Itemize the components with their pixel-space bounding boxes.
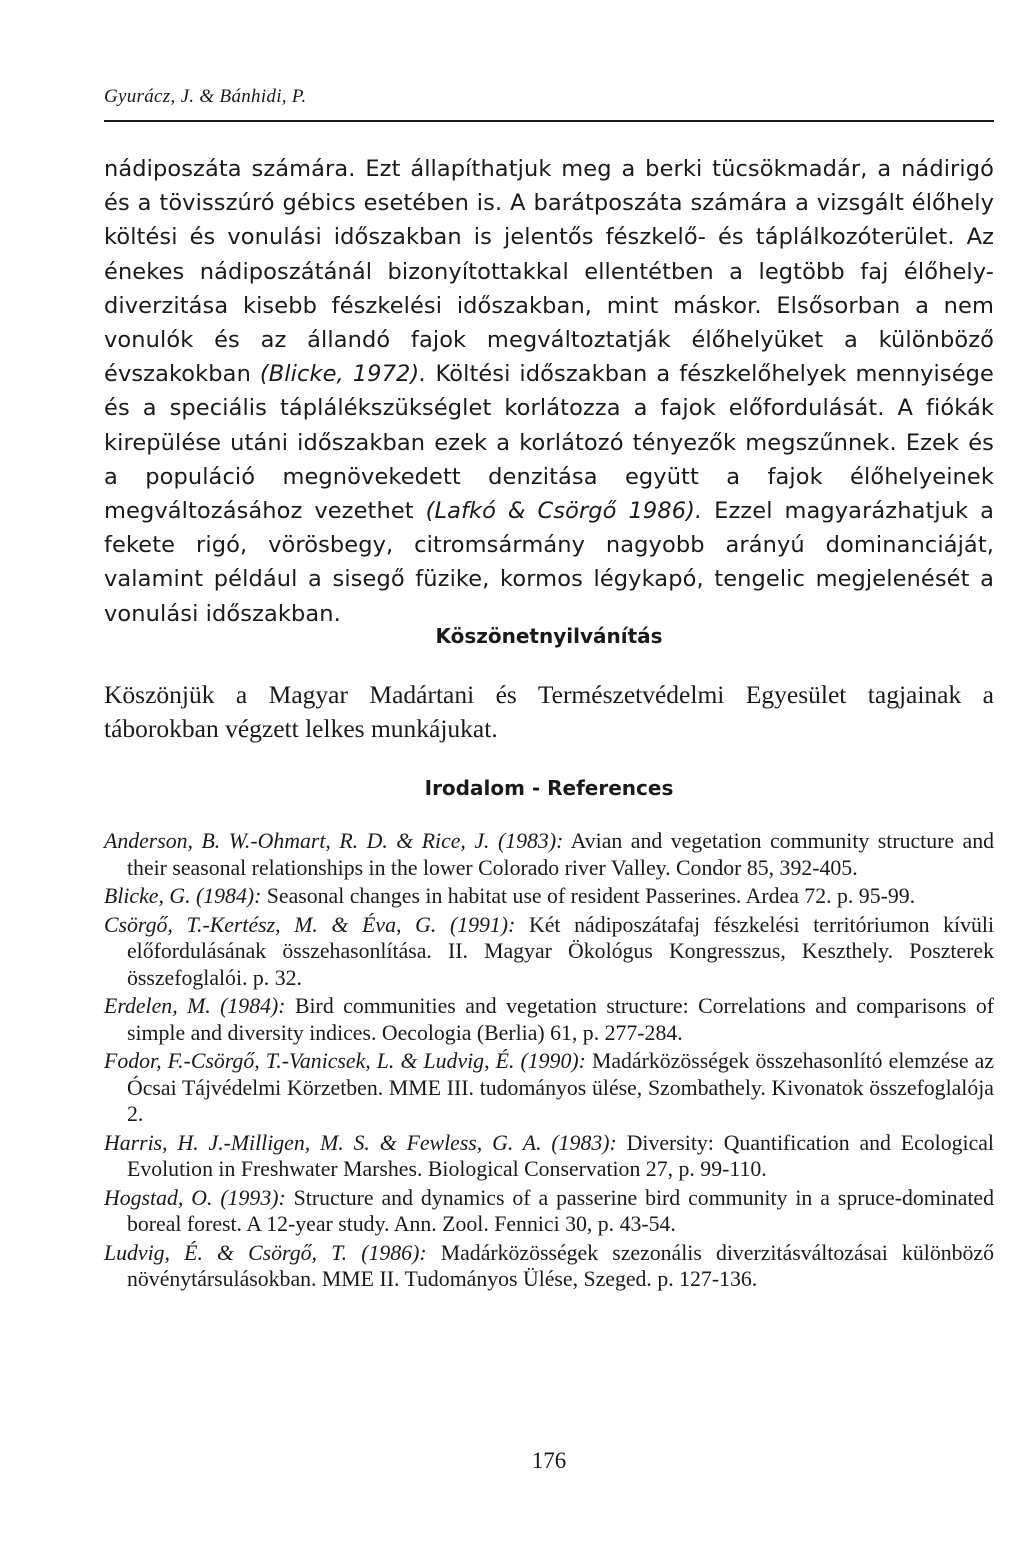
page-number: 176 [531, 1448, 567, 1473]
reference-item [104, 1130, 994, 1183]
reference-details: Diversity: Quantification and Ecological Evolution in Freshwater Marshes. Biological Conservation 27, p. 99-110. [127, 1130, 994, 1181]
reference-authors: Hogstad, O. (1993): [104, 1185, 286, 1210]
inline-citation-lafko: (Lafkó & Csörgő 1986). [425, 498, 703, 525]
reference-item [104, 1240, 994, 1293]
reference-authors: Fodor, F.-Csörgő, T.-Vanicsek, L. & Ludvig, É. (1990): [104, 1049, 586, 1073]
acknowledgement-heading: Köszönetnyilvánítás [435, 624, 663, 648]
reference-authors: Anderson, B. W.-Ohmart, R. D. & Rice, J. (1983): [104, 829, 564, 853]
reference-details: Avian and vegetation community structure and their seasonal relationships in the lower Colorado river Valley. Condor 85, 392-405. [127, 829, 994, 880]
references-heading: Irodalom - References [424, 776, 674, 800]
body-text-part-1: nádiposzáta számára. Ezt állapíthatjuk meg a berki tücsökmadár, a nádirigó és a tövisszúró gébics esetében is. A barátposzáta számára a vizsgált élőhely költési és vonulási időszakban is jelentős fészkelő- és táplálkozóterület. Az énekes nádiposzátánál bizonyítottakkal ellentétben a legtöbb faj élőhely-diverzitása kisebb fészkelési időszakban, mint máskor. Elsősorban a nem vonulók és az állandó fajok megváltoztatják élőhelyüket a különböző évszakokban [104, 156, 994, 388]
reference-details: Madárközösségek összehasonlító elemzése az Ócsai Tájvédelmi Körzetben. MME III. tudományos ülése, Szombathely. Kivonatok összefoglalója 2. [127, 1049, 994, 1126]
reference-details: Madárközösségek szezonális diverzitásváltozásai különböző növénytársulásokban. MME II. Tudományos Ülése, Szeged. p. 127-136. [127, 1240, 994, 1291]
reference-item [104, 883, 994, 910]
reference-item [104, 993, 994, 1046]
reference-item [104, 1048, 994, 1128]
reference-list [104, 828, 994, 1295]
reference-details: Bird communities and vegetation structure: Correlations and comparisons of simple and diversity indices. Oecologia (Berlia) 61, p. 277-284. [127, 994, 994, 1045]
header-rule [104, 120, 994, 122]
body-paragraph [104, 152, 994, 631]
inline-citation-blicke: (Blicke, 1972). [259, 361, 427, 388]
body-text-part-3: Ezzel magyarázhatjuk a fekete rigó, vörösbegy, citromsármány nagyobb arányú dominanciáját, valamint például a sisegő füzike, kormos légykapó, tengelic megjelenését a vonulási időszakban. [104, 498, 995, 627]
reference-authors: Csörgő, T.-Kertész, M. & Éva, G. (1991): [104, 912, 516, 937]
reference-authors: Harris, H. J.-Milligen, M. S. & Fewless, G. A. (1983): [104, 1130, 617, 1155]
acknowledgement-text: Köszönjük a Magyar Madártani és Természetvédelmi Egyesület tagjainak a táborokban végzett lelkes munkájukat. [104, 680, 994, 743]
reference-authors: Ludvig, É. & Csörgő, T. (1986): [104, 1240, 427, 1265]
running-head: Gyurácz, J. & Bánhidi, P. [104, 86, 307, 107]
reference-details: Két nádiposzátafaj fészkelési territóriumon kívüli előfordulásának összehasonlítása. II. Magyar Ökológus Kongresszus, Keszthely. Poszterek összefoglalói. p. 32. [127, 912, 995, 990]
reference-item [104, 912, 994, 992]
body-text-part-2: Költési időszakban a fészkelőhelyek mennyisége és a speciális táplálékszükséglet korlátozza a fajok előfordulását. A fiókák kirepülése utáni időszakban ezek a korlátozó tényezők megszűnnek. Ezek és a populáció megnövekedett denzitása együtt a fajok élőhelyeinek megváltozásához vezethet [104, 361, 994, 525]
reference-item [104, 828, 994, 881]
reference-details: Structure and dynamics of a passerine bird community in a spruce-dominated boreal forest. A 12-year study. Ann. Zool. Fennici 30, p. 43-54. [127, 1185, 994, 1236]
reference-details: Seasonal changes in habitat use of resident Passerines. Ardea 72. p. 95-99. [261, 884, 916, 908]
reference-authors: Blicke, G. (1984): [104, 884, 262, 908]
reference-authors: Erdelen, M. (1984): [104, 994, 286, 1018]
reference-item [104, 1185, 994, 1238]
